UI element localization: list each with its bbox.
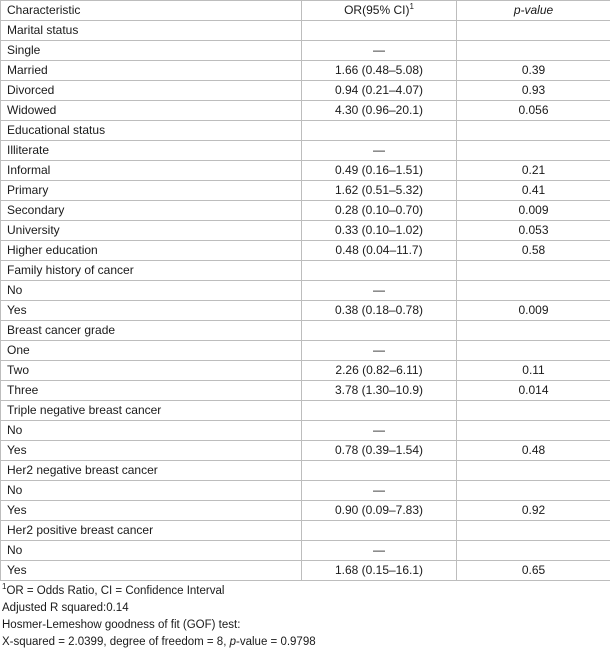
table-row: [1, 81, 610, 101]
footnote-abbreviations: [2, 583, 608, 600]
p-value-cell: [457, 401, 610, 421]
table-row: [1, 381, 610, 401]
or-cell: 0.38 (0.18–0.78): [302, 301, 457, 321]
or-cell: [302, 401, 457, 421]
or-cell: [302, 21, 457, 41]
group-label: Educational status: [1, 121, 302, 141]
p-value-cell: 0.65: [457, 561, 610, 581]
table-row: [1, 201, 610, 221]
p-value-cell: [457, 141, 610, 161]
table-header-row: [1, 1, 610, 21]
header-or-footnote-marker: 1: [409, 2, 414, 11]
group-label: Her2 positive breast cancer: [1, 521, 302, 541]
p-value-cell: [457, 341, 610, 361]
table-footnotes: [0, 581, 610, 651]
or-cell: 2.26 (0.82–6.11): [302, 361, 457, 381]
characteristic-cell: Three: [1, 381, 302, 401]
or-cell: —: [302, 281, 457, 301]
or-cell: 0.33 (0.10–1.02): [302, 221, 457, 241]
table-row: [1, 141, 610, 161]
table-row: [1, 341, 610, 361]
table-row: [1, 221, 610, 241]
characteristic-cell: No: [1, 541, 302, 561]
p-value-cell: 0.21: [457, 161, 610, 181]
table-row: [1, 441, 610, 461]
or-cell: [302, 261, 457, 281]
table-group-row: [1, 121, 610, 141]
characteristic-cell: Informal: [1, 161, 302, 181]
characteristic-cell: No: [1, 481, 302, 501]
p-value-cell: [457, 461, 610, 481]
characteristic-cell: University: [1, 221, 302, 241]
or-cell: —: [302, 481, 457, 501]
group-label: Triple negative breast cancer: [1, 401, 302, 421]
table-row: [1, 501, 610, 521]
or-cell: [302, 321, 457, 341]
or-cell: [302, 121, 457, 141]
table-row: [1, 421, 610, 441]
table-row: [1, 481, 610, 501]
p-value-cell: 0.009: [457, 301, 610, 321]
p-value-cell: [457, 121, 610, 141]
p-value-cell: 0.41: [457, 181, 610, 201]
p-value-cell: [457, 541, 610, 561]
or-cell: 1.62 (0.51–5.32): [302, 181, 457, 201]
characteristic-cell: Yes: [1, 561, 302, 581]
p-value-cell: [457, 521, 610, 541]
table-group-row: [1, 461, 610, 481]
table-row: [1, 241, 610, 261]
footnote-marker: 1: [2, 582, 7, 592]
characteristic-cell: Yes: [1, 501, 302, 521]
p-value-cell: [457, 41, 610, 61]
characteristic-cell: Single: [1, 41, 302, 61]
characteristic-cell: Widowed: [1, 101, 302, 121]
or-cell: 0.48 (0.04–11.7): [302, 241, 457, 261]
p-value-cell: 0.056: [457, 101, 610, 121]
or-cell: 4.30 (0.96–20.1): [302, 101, 457, 121]
or-cell: 0.28 (0.10–0.70): [302, 201, 457, 221]
or-cell: 0.49 (0.16–1.51): [302, 161, 457, 181]
or-cell: [302, 521, 457, 541]
characteristic-cell: Yes: [1, 301, 302, 321]
or-cell: —: [302, 541, 457, 561]
group-label: Breast cancer grade: [1, 321, 302, 341]
characteristic-cell: Married: [1, 61, 302, 81]
or-cell: 0.78 (0.39–1.54): [302, 441, 457, 461]
characteristic-cell: No: [1, 281, 302, 301]
or-cell: 1.68 (0.15–16.1): [302, 561, 457, 581]
footnote-x-squared: [2, 634, 608, 651]
characteristic-cell: Primary: [1, 181, 302, 201]
table-row: [1, 41, 610, 61]
or-cell: —: [302, 141, 457, 161]
group-label: Her2 negative breast cancer: [1, 461, 302, 481]
characteristic-cell: No: [1, 421, 302, 441]
characteristic-cell: One: [1, 341, 302, 361]
p-value-cell: 0.93: [457, 81, 610, 101]
characteristic-cell: Secondary: [1, 201, 302, 221]
table-row: [1, 101, 610, 121]
table-row: [1, 561, 610, 581]
table-group-row: [1, 21, 610, 41]
header-or: [302, 1, 457, 21]
table-row: [1, 181, 610, 201]
p-value-cell: 0.11: [457, 361, 610, 381]
p-value-cell: [457, 481, 610, 501]
p-value-cell: [457, 21, 610, 41]
or-cell: [302, 461, 457, 481]
table-row: [1, 281, 610, 301]
characteristic-cell: Divorced: [1, 81, 302, 101]
table-row: [1, 361, 610, 381]
p-value-cell: 0.053: [457, 221, 610, 241]
header-or-label: OR(95% CI): [344, 3, 410, 17]
or-cell: —: [302, 341, 457, 361]
or-cell: 1.66 (0.48–5.08): [302, 61, 457, 81]
group-label: Marital status: [1, 21, 302, 41]
p-value-cell: [457, 261, 610, 281]
header-p-value: p-value: [457, 1, 610, 21]
or-cell: —: [302, 421, 457, 441]
p-value-cell: 0.009: [457, 201, 610, 221]
p-value-cell: 0.92: [457, 501, 610, 521]
footnote-abbreviations-text: OR = Odds Ratio, CI = Confidence Interval: [6, 585, 225, 597]
footnote-p-value-text: -value = 0.9798: [236, 636, 316, 648]
table-group-row: [1, 321, 610, 341]
p-value-cell: [457, 321, 610, 341]
characteristic-cell: Higher education: [1, 241, 302, 261]
p-value-cell: 0.48: [457, 441, 610, 461]
table-body: [1, 21, 610, 581]
footnote-x-squared-text: X-squared = 2.0399, degree of freedom = 8,: [2, 636, 230, 648]
table-row: [1, 541, 610, 561]
table-group-row: [1, 401, 610, 421]
table-group-row: [1, 261, 610, 281]
p-value-cell: [457, 421, 610, 441]
characteristic-cell: Illiterate: [1, 141, 302, 161]
or-cell: 3.78 (1.30–10.9): [302, 381, 457, 401]
footnote-hosmer-lemeshow: Hosmer-Lemeshow goodness of fit (GOF) test:: [2, 619, 241, 631]
header-characteristic: Characteristic: [1, 1, 302, 21]
p-value-cell: 0.58: [457, 241, 610, 261]
p-value-cell: 0.39: [457, 61, 610, 81]
table-row: [1, 61, 610, 81]
or-cell: 0.90 (0.09–7.83): [302, 501, 457, 521]
or-cell: —: [302, 41, 457, 61]
p-value-cell: [457, 281, 610, 301]
table-row: [1, 161, 610, 181]
characteristic-cell: Two: [1, 361, 302, 381]
table-group-row: [1, 521, 610, 541]
table-row: [1, 301, 610, 321]
p-value-cell: 0.014: [457, 381, 610, 401]
footnote-p-label: p: [229, 636, 237, 648]
group-label: Family history of cancer: [1, 261, 302, 281]
characteristic-cell: Yes: [1, 441, 302, 461]
footnote-adjusted-r: Adjusted R squared:0.14: [2, 602, 129, 614]
or-cell: 0.94 (0.21–4.07): [302, 81, 457, 101]
